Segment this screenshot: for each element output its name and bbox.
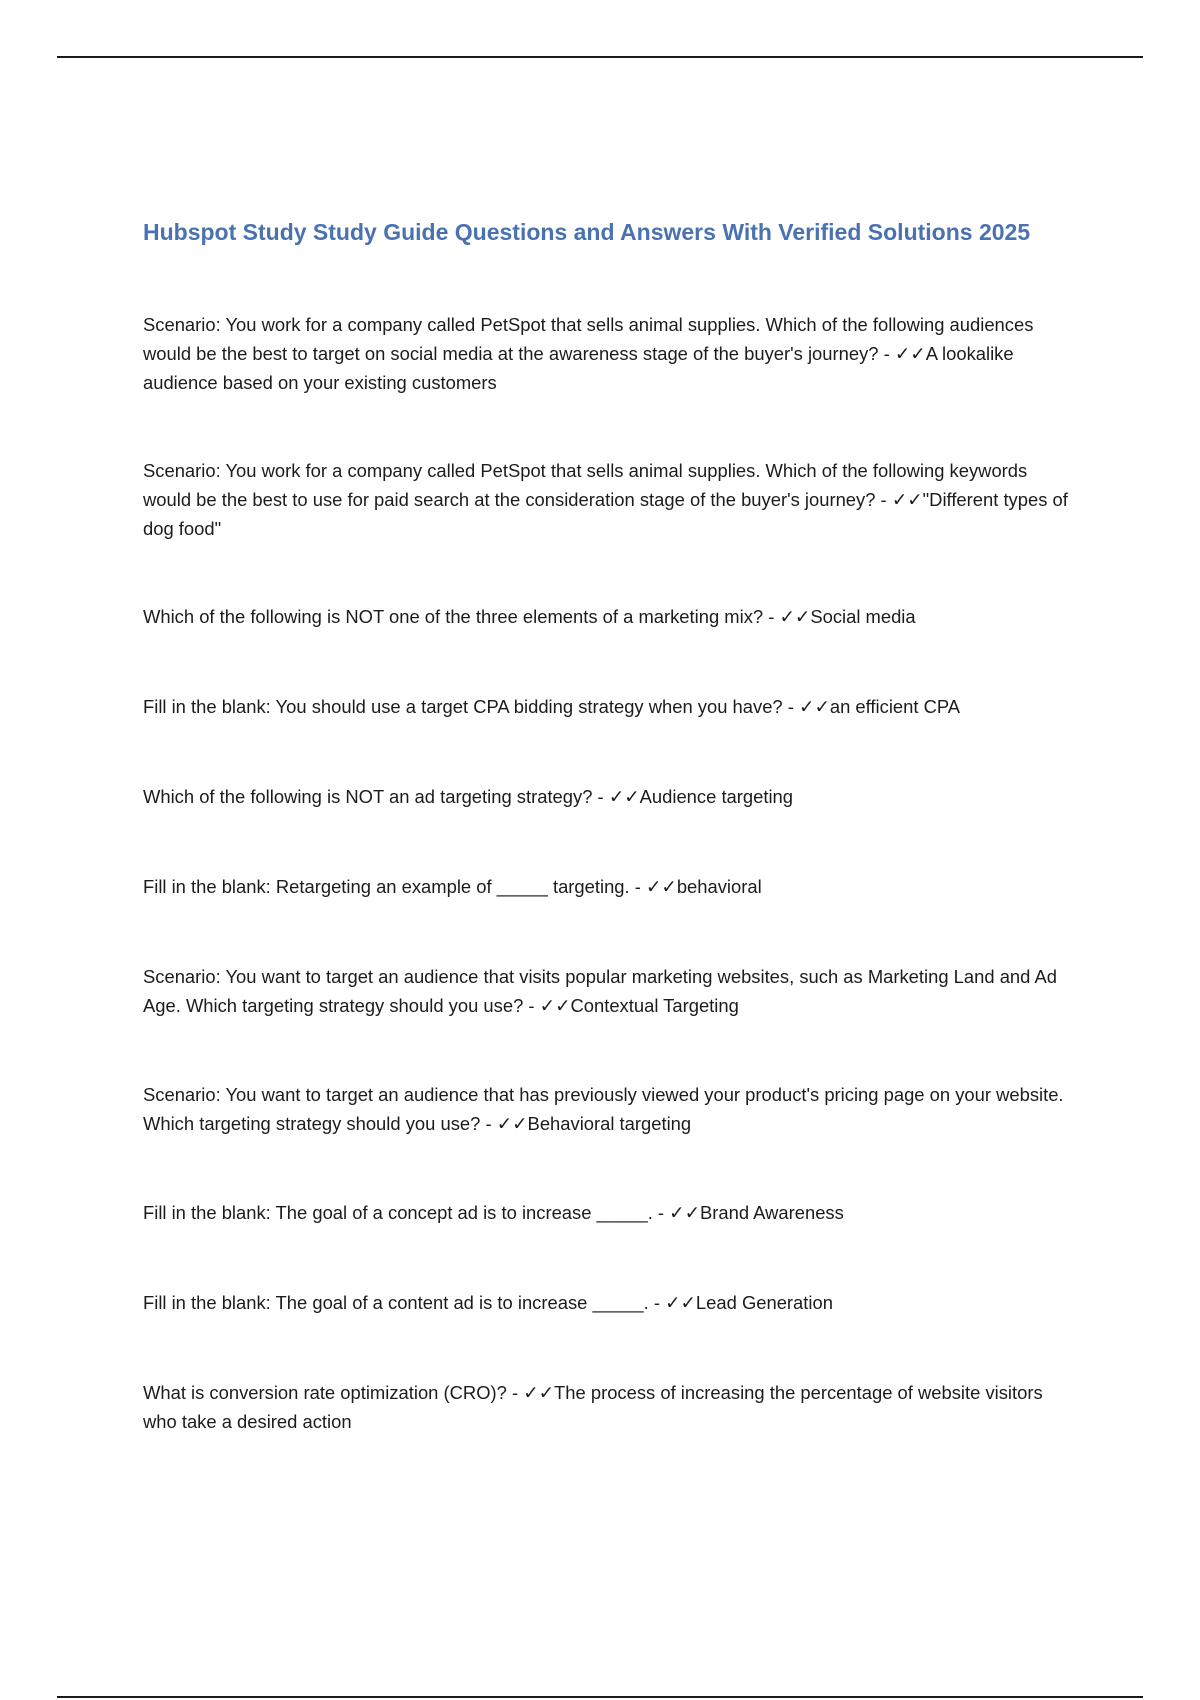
question-text: What is conversion rate optimization (CRO)? - [143,1382,519,1403]
checkmark-icon: ✓✓ [665,1292,696,1313]
qa-item [143,1378,1078,1436]
header-rule [57,56,1143,58]
answer-text: Brand Awareness [700,1202,844,1223]
qa-item [143,310,1078,397]
qa-list [143,310,1078,1436]
checkmark-icon: ✓✓ [669,1202,700,1223]
checkmark-icon: ✓✓ [779,606,811,627]
checkmark-icon: ✓✓ [608,786,640,807]
question-text: Scenario: You work for a company called PetSpot that sells animal supplies. Which of the following keywords would be the best to use for paid search at the consideration stage of the buyer's journey? - [143,460,1028,510]
document-title: Hubspot Study Study Guide Questions and Answers With Verified Solutions 2025 [143,219,1031,245]
checkmark-icon: ✓✓ [646,876,677,897]
document-body [143,214,1078,1436]
question-text: Scenario: You work for a company called PetSpot that sells animal supplies. Which of the following audiences would be the best to target on social media at the awareness stage of the buyer's journey? - [143,314,1034,364]
qa-item [143,1288,1078,1317]
checkmark-icon: ✓✓ [523,1382,555,1403]
answer-text: Behavioral targeting [527,1113,692,1134]
answer-text: behavioral [676,876,762,897]
answer-text: The process of increasing the percentage of website visitors who take a desired action [143,1382,1043,1432]
qa-item [143,962,1078,1020]
answer-text: A lookalike audience based on your existing customers [143,343,1014,393]
checkmark-icon: ✓✓ [496,1113,528,1134]
checkmark-icon: ✓✓ [799,696,830,717]
question-text: Fill in the blank: The goal of a concept ad is to increase _____. - [143,1202,665,1223]
answer-text: Social media [810,606,916,627]
footer-rule [57,1696,1143,1698]
qa-item [143,1198,1078,1227]
qa-item [143,1080,1078,1138]
question-text: Scenario: You want to target an audience that has previously viewed your product's pricing page on your website. Which targeting strategy should you use? - [143,1084,1064,1134]
answer-text: Audience targeting [639,786,794,807]
qa-item [143,602,1078,631]
question-text: Which of the following is NOT an ad targeting strategy? - [143,786,604,807]
answer-text: "Different types of dog food" [143,489,1068,539]
qa-item [143,456,1078,543]
answer-text: an efficient CPA [829,696,961,717]
checkmark-icon: ✓✓ [894,343,926,364]
question-text: Fill in the blank: Retargeting an example of _____ targeting. - [143,876,641,897]
question-text: Which of the following is NOT one of the three elements of a marketing mix? - [143,606,775,627]
answer-text: Contextual Targeting [570,995,739,1016]
question-text: Fill in the blank: You should use a target CPA bidding strategy when you have? - [143,696,794,717]
checkmark-icon: ✓✓ [891,489,923,510]
question-text: Scenario: You want to target an audience that visits popular marketing websites, such as Marketing Land and Ad Age. Which targeting strategy should you use? - [143,966,1057,1016]
qa-item [143,692,1078,721]
question-text: Fill in the blank: The goal of a content ad is to increase _____. - [143,1292,660,1313]
qa-item [143,872,1078,901]
checkmark-icon: ✓✓ [539,995,571,1016]
answer-text: Lead Generation [695,1292,833,1313]
qa-item [143,782,1078,811]
